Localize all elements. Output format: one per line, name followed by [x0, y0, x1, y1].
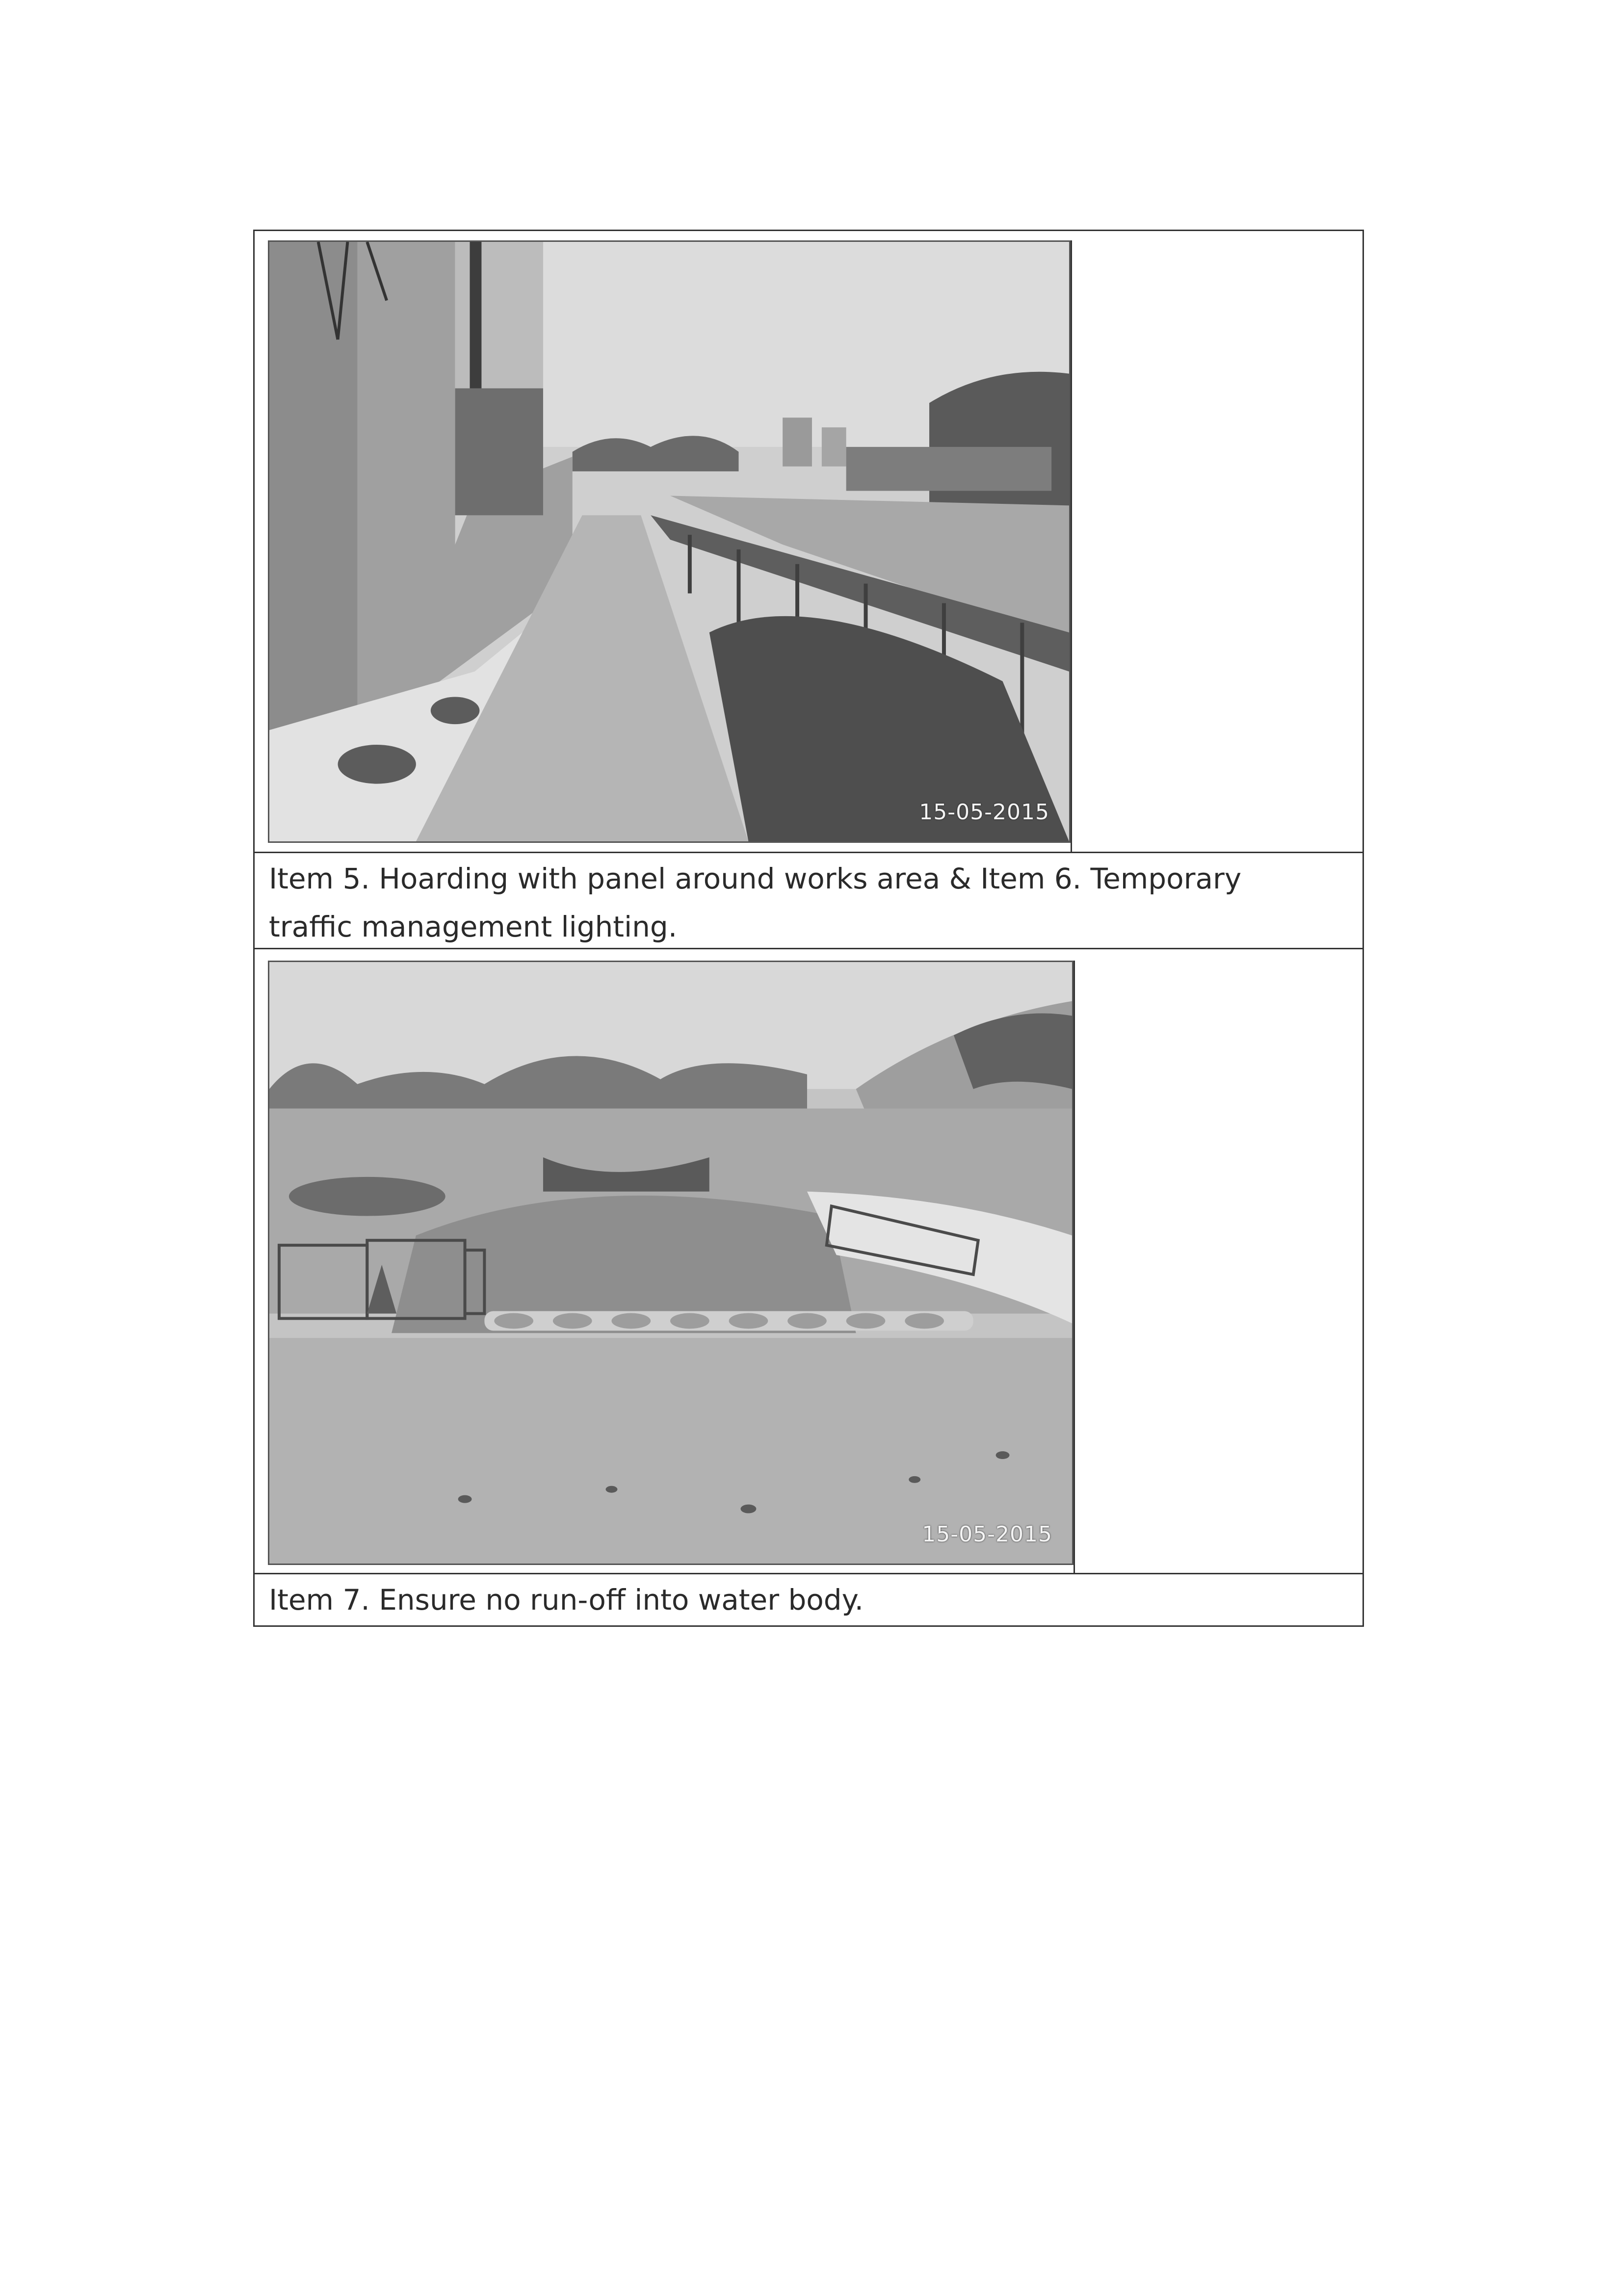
- date-stamp: 15-05-2015: [922, 1522, 1052, 1547]
- photo-caption: Item 5. Hoarding with panel around works area & Item 6. Temporary traffic management lighting.: [269, 862, 1242, 943]
- photo-divider: [1071, 240, 1072, 852]
- excavation-sandbag-image: [269, 962, 1072, 1564]
- hoarding-walkway-photo: [268, 240, 1071, 843]
- row-divider: [253, 1573, 1364, 1574]
- photo-caption: Item 7. Ensure no run-off into water body.: [269, 1583, 864, 1617]
- photo-divider: [1074, 961, 1075, 1573]
- hoarding-walkway-image: [269, 242, 1069, 841]
- excavation-sandbag-photo: [268, 961, 1074, 1565]
- date-stamp: 15-05-2015: [919, 800, 1049, 825]
- row-divider: [253, 852, 1364, 853]
